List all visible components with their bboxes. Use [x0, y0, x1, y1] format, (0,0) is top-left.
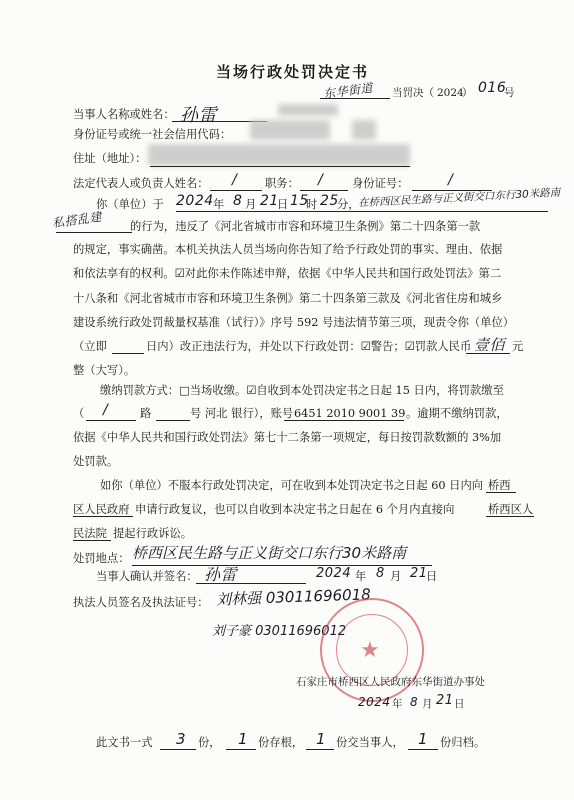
address-label: 住址（地址）：: [73, 152, 147, 165]
redacted-address: [148, 144, 410, 166]
minute-char: 分，: [337, 198, 360, 211]
idno-label: 身份证号：: [352, 177, 409, 190]
copies-stub-underline: [226, 749, 256, 750]
org-day: 21: [436, 693, 454, 708]
doc-number-year: 2024: [437, 87, 464, 99]
hour-char: 时: [306, 198, 318, 211]
copies-c: 份存根，: [258, 736, 304, 749]
post-label: 职务：: [265, 177, 299, 190]
month-char: 月: [245, 198, 257, 211]
penalty-place-label: 处罚地点：: [73, 552, 130, 565]
review-line3: 提起行政诉讼。: [113, 527, 193, 540]
year-char: 年: [213, 198, 225, 211]
confirm-month-char: 月: [390, 570, 402, 583]
review-line1: 如你（单位）不服本行政处罚决定，可在收到本处罚决定书之日起 60 日内向: [100, 479, 484, 492]
violation-type: 私搭乱建: [51, 209, 103, 231]
payment-line2-open: （: [73, 407, 85, 420]
copies-e: 份归档。: [440, 736, 486, 749]
payment-road-dash: /: [103, 402, 109, 418]
post-underline: [300, 190, 348, 191]
violation-minute: 25: [320, 193, 339, 209]
body-line7-yuan: 元: [512, 340, 524, 353]
document-title: 当场行政处罚决定书: [216, 63, 370, 81]
payment-bank: 号 河北 银行），账号: [190, 407, 294, 420]
review-court-part2: 民法院: [73, 527, 107, 540]
legal-rep-dash: /: [232, 172, 238, 188]
legal-rep-underline: [210, 190, 262, 191]
org-year-char: 年: [392, 698, 403, 710]
copies-party: 1: [316, 730, 327, 748]
payment-road-underline: [86, 420, 136, 421]
confirm-month: 8: [376, 566, 385, 581]
penalty-place-underline: [132, 565, 432, 566]
doc-number-underline: [320, 98, 390, 99]
idno-dash: /: [448, 172, 454, 188]
issuing-organization: 石家庄市桥西区人民政府东华街道办事处: [296, 676, 485, 688]
fine-amount: 壹佰: [474, 336, 506, 354]
party-confirm-label: 当事人确认并签名：: [96, 570, 198, 583]
copies-file: 1: [418, 730, 429, 748]
payment-line2-tail: 。逾期不缴纳罚款，: [406, 407, 508, 420]
confirm-day: 21: [410, 566, 428, 581]
body-line5: 十八条和《河北省城市市容和环境卫生条例》第二十四条第三款及《河北省住房和城乡: [73, 292, 503, 305]
body-line7: 日内）改正违法行为，并处以下行政处罚：☑警告；☑罚款人民币: [146, 340, 472, 353]
payment-road: 路: [140, 407, 152, 420]
copies-file-underline: [408, 749, 438, 750]
legal-rep-label: 法定代表人或负责人姓名：: [73, 177, 209, 190]
party-confirm-underline: [196, 583, 306, 584]
review-line2: 申请行政复议，也可以自收到本决定书之日起在 6 个月内直接向: [135, 503, 455, 516]
bank-account-underline: [284, 420, 404, 421]
body-line3: 的规定，事实确凿。本机关执法人员当场向你告知了给予行政处罚的事实、理由、依据: [73, 243, 503, 256]
org-month: 8: [410, 695, 419, 709]
review-gov-part2: 区人民政府: [73, 503, 130, 516]
copies-total-underline: [160, 749, 196, 750]
copies-b: 份，: [198, 736, 221, 749]
fine-amount-underline: [466, 353, 510, 354]
confirm-year: 2024: [316, 566, 352, 581]
org-year: 2024: [358, 695, 391, 709]
doc-number-word: 当罚决（: [392, 87, 434, 99]
payment-line1: 缴纳罚款方式：□当场收缴。☑自收到本处罚决定书之日起 15 日内，将罚款缴至: [100, 384, 504, 397]
doc-number-handwritten-prefix: 东华街道: [322, 80, 374, 102]
redacted-block: [278, 104, 338, 116]
body-line6: 建设系统行政处罚裁量权基准（试行）》序号 592 号违法情节第三项，现责令你（单位）: [73, 316, 515, 329]
party-name-label: 当事人名称或姓名：: [73, 108, 175, 121]
body-line1-underline: [176, 211, 548, 212]
doc-number-close: ）: [462, 87, 473, 99]
day-char: 日: [277, 198, 289, 211]
copies-d: 份交当事人，: [336, 736, 404, 749]
copies-total: 3: [176, 730, 187, 748]
official-seal-star: ★: [360, 638, 380, 663]
violation-type-underline: [56, 232, 132, 233]
confirm-day-char: 日: [426, 570, 438, 583]
confirm-year-char: 年: [355, 570, 367, 583]
review-court-underline1: [486, 516, 534, 517]
party-confirm-signature: 孙雷: [204, 565, 238, 584]
review-gov-underline1: [486, 492, 516, 493]
review-gov-part1: 桥西: [488, 479, 511, 492]
body-line4: 和依法享有的权利。☑对此你未作陈述申辩，依据《中华人民共和国行政处罚法》第二: [73, 267, 502, 280]
officer-label: 执法人员签名及执法证号：: [73, 596, 209, 609]
body-line1-prefix: 你（单位）于: [96, 198, 164, 211]
penalty-place: 桥西区民生路与正义街交口东行30米路南: [132, 544, 407, 562]
violation-place: 在桥西区民生路与正义街交口东行30米路南: [357, 186, 561, 210]
post-dash: /: [318, 172, 324, 188]
party-name-signature: 孙雷: [180, 105, 217, 126]
address-underline: [150, 166, 410, 167]
copies-stub: 1: [238, 730, 249, 748]
redacted-id-number: [250, 120, 330, 140]
org-month-char: 月: [422, 698, 433, 710]
bank-account: 6451 2010 9001 39: [294, 407, 406, 420]
body-line7-prefix: （立即: [73, 340, 107, 353]
review-court-underline2: [73, 540, 111, 541]
officer2-signature: 刘子豪 03011696012: [212, 624, 347, 639]
copies-party-underline: [306, 749, 334, 750]
body-line8: 整（大写）。: [73, 364, 136, 377]
officer1-signature: 刘林强 03011696018: [215, 585, 372, 609]
violation-year: 2024: [176, 193, 214, 209]
payment-number-underline: [156, 420, 190, 421]
org-day-char: 日: [454, 698, 465, 710]
review-court-part1: 桥西区人: [488, 503, 534, 516]
correction-days-underline: [112, 353, 144, 354]
copies-prefix: 此文书一式: [96, 736, 153, 749]
body-line2: 的行为，违反了《河北省城市市容和环境卫生条例》第二十四条第一款: [130, 220, 481, 233]
doc-number-hao: 号: [504, 87, 515, 99]
violation-month: 8: [233, 193, 243, 209]
doc-number-handwritten: 016: [478, 80, 507, 96]
payment-line4: 处罚款。: [73, 455, 119, 468]
violation-hour: 15: [290, 193, 309, 209]
id-number-label: 身份证号或统一社会信用代码：: [73, 128, 232, 141]
review-gov-underline2: [73, 516, 133, 517]
redacted-id-number-2: [352, 120, 376, 140]
violation-day: 21: [260, 193, 279, 209]
payment-line3: 依据《中华人民共和国行政处罚法》第七十二条第一项规定，每日按罚款数额的 3%加: [73, 431, 502, 444]
